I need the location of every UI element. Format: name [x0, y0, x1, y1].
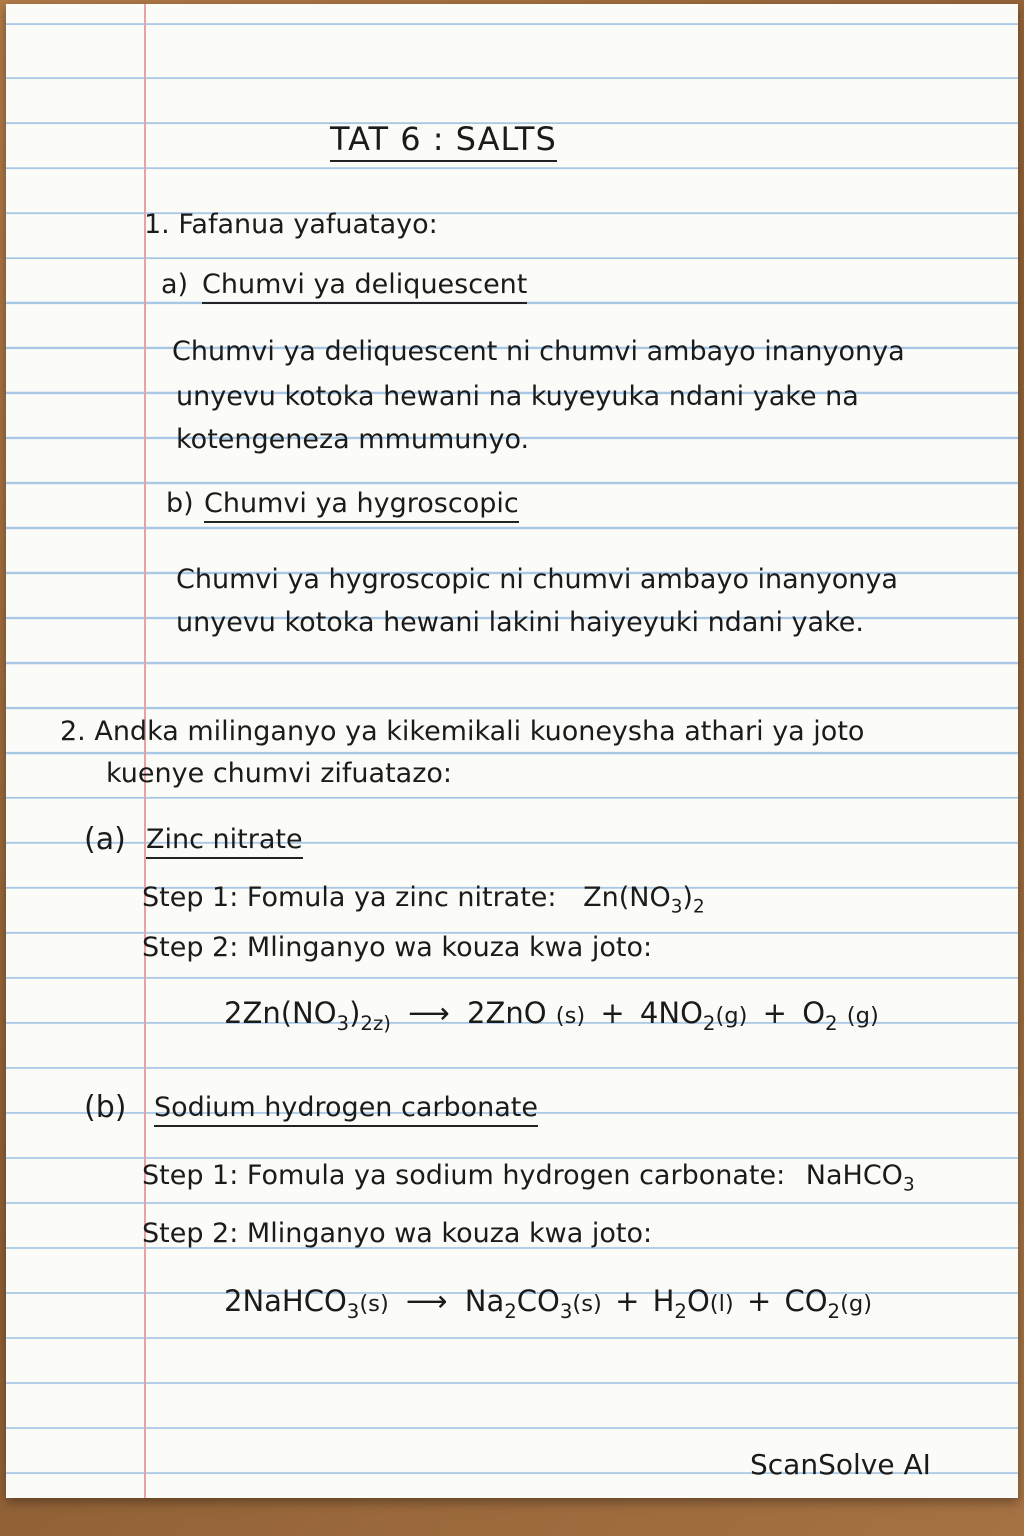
question-1-heading: 1. Fafanua yafuatayo:	[144, 209, 438, 240]
q2a-step-1-text: Step 1: Fomula ya zinc nitrate:	[142, 882, 557, 913]
notebook-page	[6, 4, 1018, 1498]
sodium-bicarbonate-formula: NaHCO$_3$	[805, 1160, 915, 1196]
q1a-answer-line-2: unyevu kotoka hewani na kuyeyuka ndani yake na	[176, 381, 859, 412]
page-title: TAT 6 : SALTS	[330, 120, 557, 162]
q1a-term: Chumvi ya deliquescent	[202, 269, 527, 304]
q2a-term: Zinc nitrate	[146, 824, 303, 859]
q2b-step-1	[142, 1160, 915, 1196]
zinc-nitrate-equation: $2Zn(NO_3)_{2z)}$ ⟶ 2ZnO $(s) + 4NO_2(g) + O_2$ (g)	[224, 996, 879, 1035]
q1a-label: a)	[161, 269, 189, 300]
reaction-arrow: ⟶	[408, 996, 450, 1030]
q1b-answer-line-2: unyevu kotoka hewani lakini haiyeyuki ndani yake.	[176, 607, 864, 638]
q1a-answer-line-3: kotengeneza mmumunyo.	[176, 424, 530, 455]
q2a-step-1	[142, 882, 705, 918]
watermark: ScanSolve AI	[750, 1448, 931, 1481]
q2b-step-1-text: Step 1: Fomula ya sodium hydrogen carbonate:	[142, 1160, 786, 1191]
question-2-heading-line-2: kuenye chumvi zifuatazo:	[106, 758, 453, 789]
q2a-label: (a)	[84, 822, 126, 857]
q1b-answer-line-1: Chumvi ya hygroscopic ni chumvi ambayo inanyonya	[176, 564, 898, 595]
question-2-heading-line-1: 2. Andka milinganyo ya kikemikali kuoneysha athari ya joto	[60, 716, 865, 747]
sodium-bicarbonate-equation: 2NaHCO$_3$(s) ⟶ $Na_2CO_3(s) + H_2O(l) + CO_2(g)$	[224, 1284, 873, 1323]
q2b-label: (b)	[84, 1090, 127, 1125]
q1b-label: b)	[166, 488, 194, 519]
q2b-step-2: Step 2: Mlinganyo wa kouza kwa joto:	[142, 1218, 653, 1249]
q1a-answer-line-1: Chumvi ya deliquescent ni chumvi ambayo inanyonya	[172, 336, 905, 367]
q2a-step-2: Step 2: Mlinganyo wa kouza kwa joto:	[142, 932, 653, 963]
q2b-term: Sodium hydrogen carbonate	[154, 1092, 538, 1127]
reaction-arrow: ⟶	[405, 1284, 448, 1318]
q1b-term: Chumvi ya hygroscopic	[204, 488, 519, 523]
zinc-nitrate-formula: $Zn(NO_3)_2$	[583, 882, 705, 918]
